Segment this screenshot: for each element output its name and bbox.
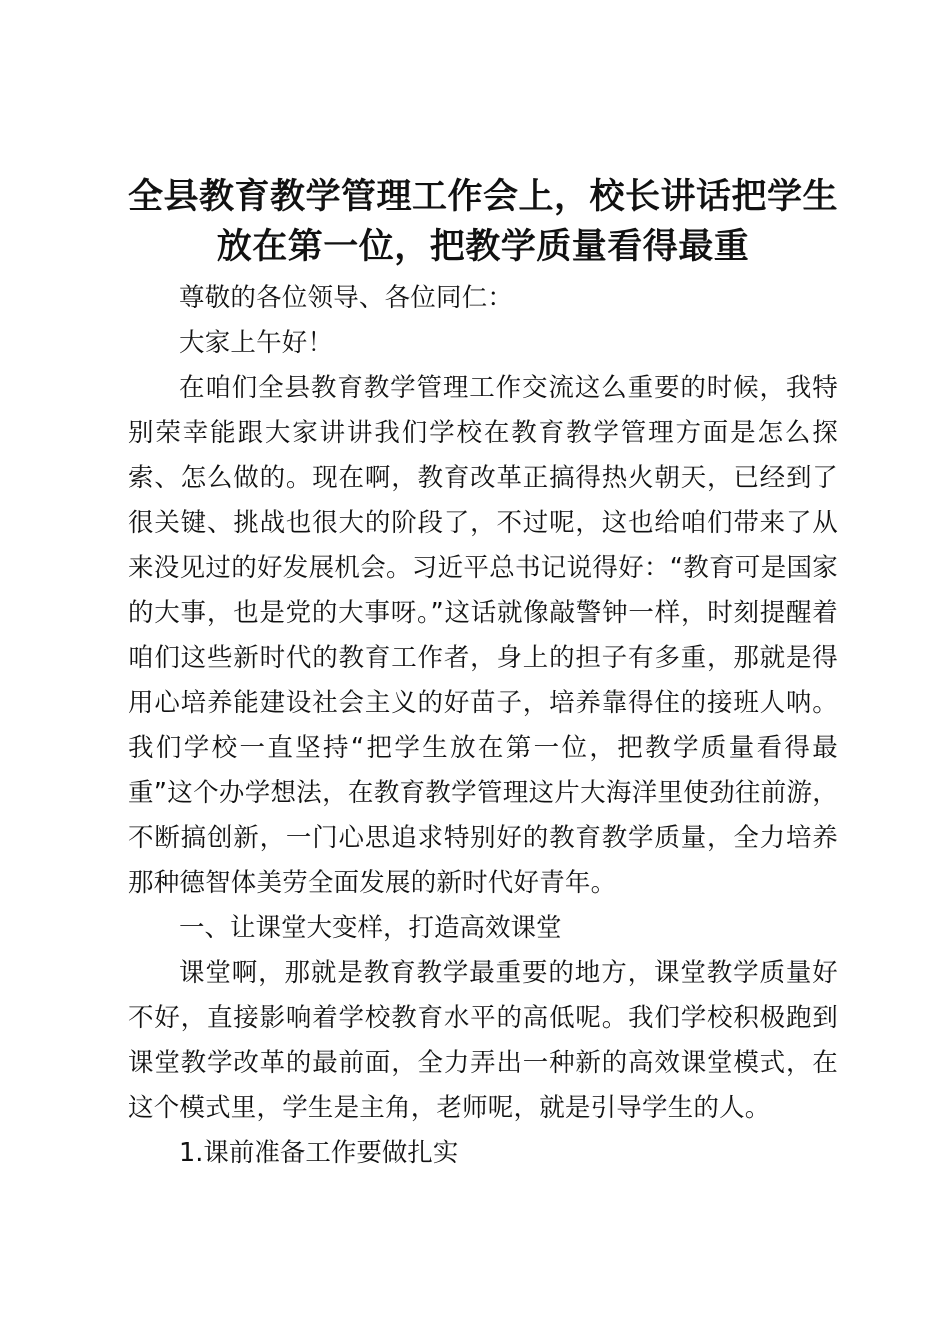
title-line-2: 放在第一位，把教学质量看得最重 xyxy=(216,227,750,267)
salutation: 尊敬的各位领导、各位同仁： xyxy=(179,283,514,313)
document-title xyxy=(128,172,838,272)
greeting: 大家上午好！ xyxy=(179,328,334,358)
intro-paragraph: 在咱们全县教育教学管理工作交流这么重要的时候，我特别荣幸能跟大家讲讲我们学校在教育教学管理方面是怎么探索、怎么做的。现在啊，教育改革正搞得热火朝天，已经到了很关键、挑战也很大的阶段了，不过呢，这也给咱们带来了从来没见过的好发展机会。习近平总书记说得好：“教育可是国家的大事，也是党的大事呀。”这话就像敲警钟一样，时刻提醒着咱们这些新时代的教育工作者，身上的担子有多重，那就是得用心培养能建设社会主义的好苗子，培养靠得住的接班人呐。我们学校一直坚持“把学生放在第一位，把教学质量看得最重”这个办学想法，在教育教学管理这片大海洋里使劲往前游，不断搞创新，一门心思追求特别好的教育教学质量，全力培养那种德智体美劳全面发展的新时代好青年。 xyxy=(128,373,838,898)
document-body xyxy=(128,172,838,1176)
classroom-paragraph: 课堂啊，那就是教育教学最重要的地方，课堂教学质量好不好，直接影响着学校教育水平的高低呢。我们学校积极跑到课堂教学改革的最前面，全力弄出一种新的高效课堂模式，在这个模式里，学生是主角，老师呢，就是引导学生的人。 xyxy=(128,958,838,1123)
section-heading: 一、让课堂大变样，打造高效课堂 xyxy=(179,913,562,943)
title-line-1: 全县教育教学管理工作会上，校长讲话把学生 xyxy=(128,177,839,217)
document-content xyxy=(128,276,838,1176)
subsection-heading: 1.课前准备工作要做扎实 xyxy=(179,1138,459,1168)
